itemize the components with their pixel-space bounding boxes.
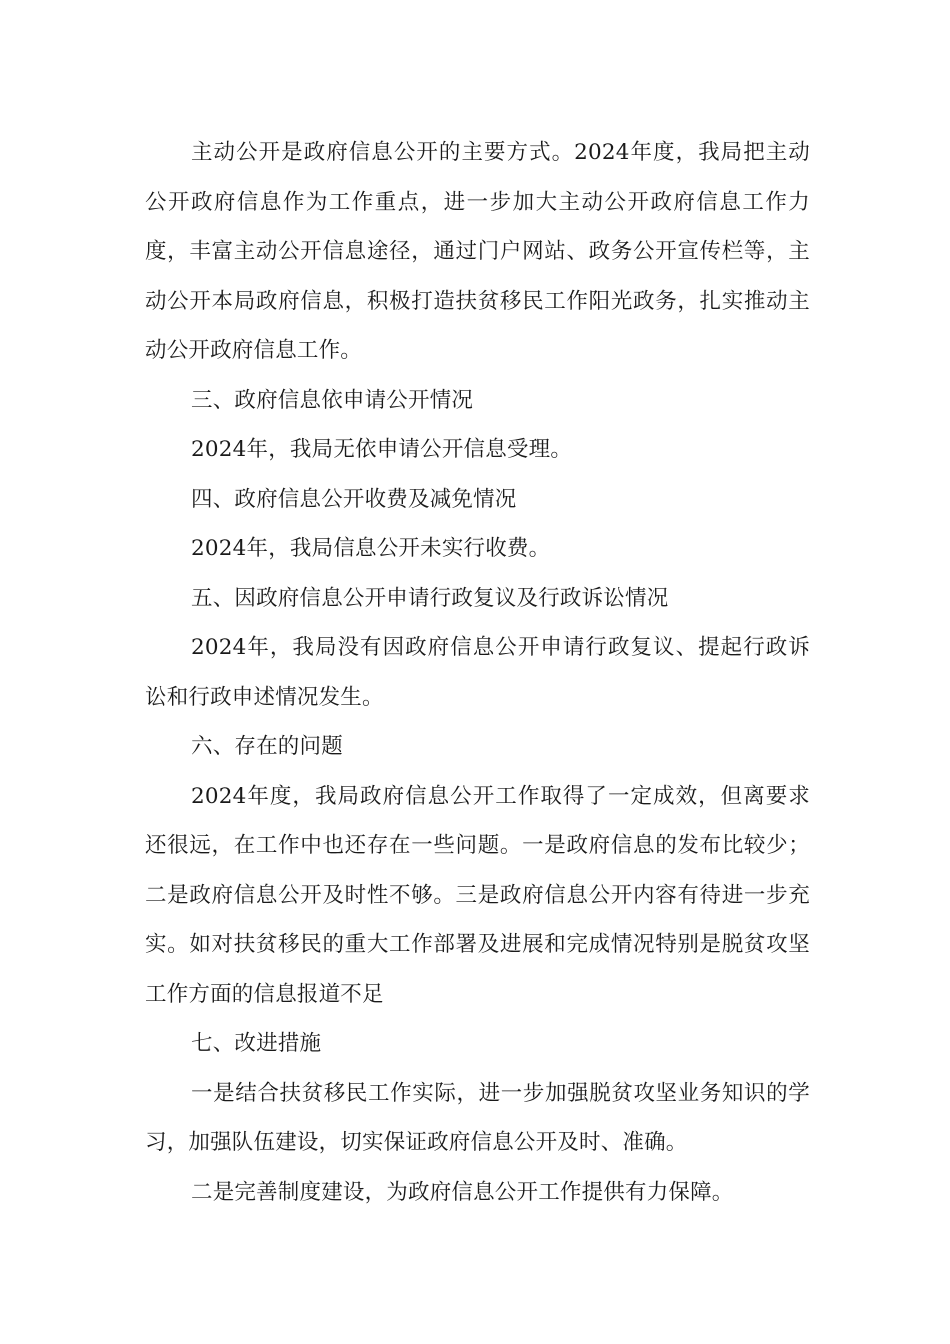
paragraph-section-7-item-1: 一是结合扶贫移民工作实际，进一步加强脱贫攻坚业务知识的学习，加强队伍建设，切实保证政府信息公开及时、准确。 [145,1080,810,1155]
heading-section-4: 四、政府信息公开收费及减免情况 [191,486,517,512]
heading-section-6: 六、存在的问题 [191,734,343,759]
paragraph-section-4: 2024年，我局信息公开未实行收费。 [191,536,551,561]
heading-section-7: 七、改进措施 [191,1031,322,1056]
paragraph-section-5: 2024年，我局没有因政府信息公开申请行政复议、提起行政诉讼和行政申述情况发生。 [145,635,810,710]
paragraph-section-7-item-2: 二是完善制度建设，为政府信息公开工作提供有力保障。 [191,1179,734,1205]
paragraph-active-disclosure: 主动公开是政府信息公开的主要方式。2024年度，我局把主动公开政府信息作为工作重点，进一步加大主动公开政府信息工作力度，丰富主动公开信息途径，通过门户网站、政务公开宣传栏等，主动公开本局政府信息，积极打造扶贫移民工作阳光政务，扎实推动主动公开政府信息工作。 [145,140,810,363]
document-body [145,128,810,1217]
paragraph-section-3: 2024年，我局无依申请公开信息受理。 [191,437,573,462]
paragraph-section-6: 2024年度，我局政府信息公开工作取得了一定成效，但离要求还很远，在工作中也还存在一些问题。一是政府信息的发布比较少；二是政府信息公开及时性不够。三是政府信息公开内容有待进一步充实。如对扶贫移民的重大工作部署及进展和完成情况特别是脱贫攻坚工作方面的信息报道不足 [145,783,810,1007]
heading-section-3: 三、政府信息依申请公开情况 [191,387,474,413]
heading-section-5: 五、因政府信息公开申请行政复议及行政诉讼情况 [191,585,669,611]
